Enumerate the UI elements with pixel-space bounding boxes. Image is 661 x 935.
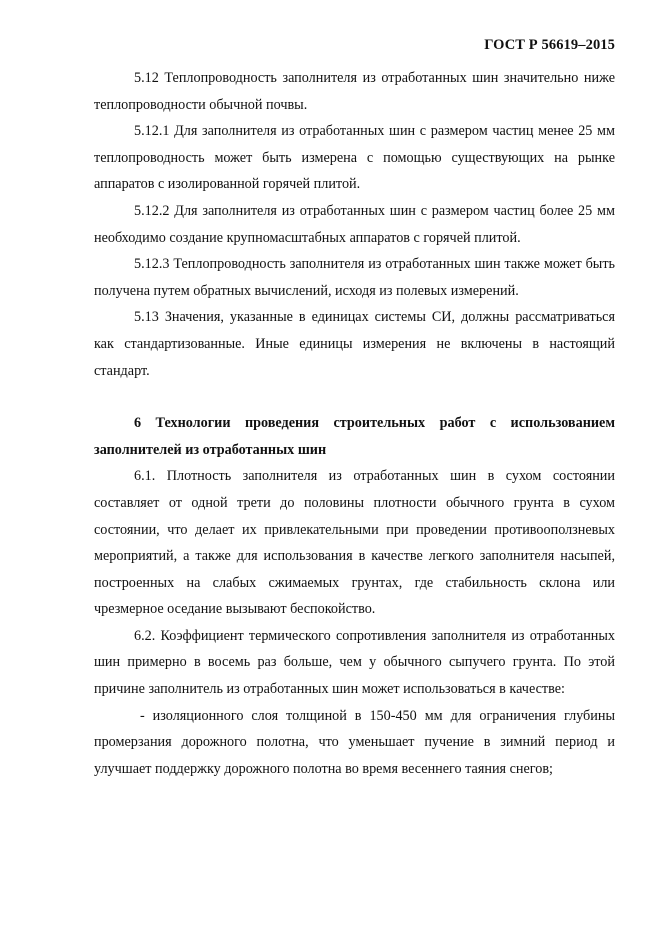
paragraph-5-12: 5.12 Теплопроводность заполнителя из отработанных шин значительно ниже теплопроводности обычной почвы. [94,70,615,113]
paragraph-5-12-1: 5.12.1 Для заполнителя из отработанных шин с размером частиц менее 25 мм теплопроводность может быть измерена с помощью существующих на рынке аппаратов с изолированной горячей плитой. [94,123,615,193]
paragraph-5-12-3: 5.12.3 Теплопроводность заполнителя из отработанных шин также может быть получена путем обратных вычислений, исходя из полевых измерений. [94,256,615,299]
paragraph-5-12-2: 5.12.2 Для заполнителя из отработанных шин с размером частиц более 25 мм необходимо создание крупномасштабных аппаратов с горячей плитой. [94,202,615,246]
list-item-insulation-layer: - изоляционного слоя толщиной в 150-450 мм для ограничения глубины промерзания дорожного полотна, что уменьшает пучение в зимний период и улучшает поддержку дорожного полотна во время весеннего таяния снегов; [94,707,615,777]
paragraph-6-1: 6.1. Плотность заполнителя из отработанных шин в сухом состоянии составляет от одной трети до половины плотности обычного грунта в сухом состоянии, что делает их привлекательными при проведении противооползневых мероприятий, а также для использования в качестве легкого заполнителя насыпей, построенных на слабых сжимаемых грунтах, где стабильность склона или чрезмерное оседание вызывают беспокойство. [94,468,615,618]
paragraph-5-13: 5.13 Значения, указанные в единицах системы СИ, должны рассматриваться как стандартизованные. Иные единицы измерения не включены в настоящий стандарт. [94,309,615,379]
section-6-heading: 6 Технологии проведения строительных работ с использованием заполнителей из отработанных шин [94,415,615,458]
paragraph-6-2: 6.2. Коэффициент термического сопротивления заполнителя из отработанных шин примерно в восемь раз больше, чем у обычного сыпучего грунта. По этой причине заполнитель из отработанных шин может использоваться в качестве: [94,627,615,698]
document-code-header: ГОСТ Р 56619–2015 [484,37,615,53]
document-body [94,65,615,782]
